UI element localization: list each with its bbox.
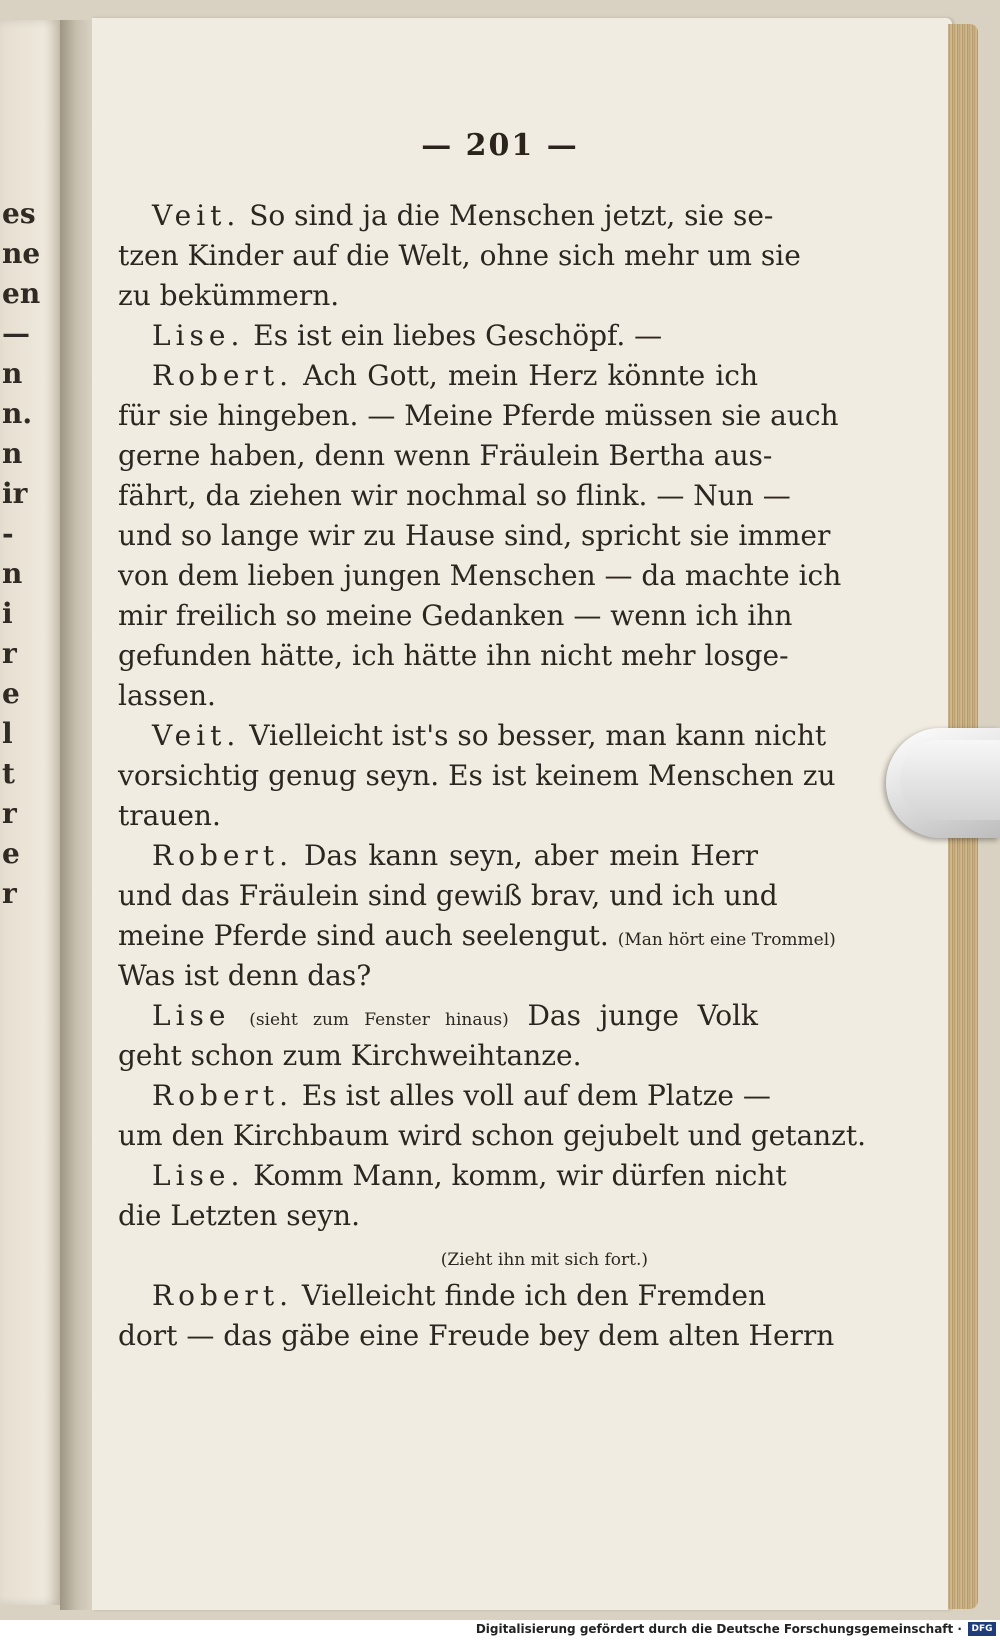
page-number: — 201 — bbox=[421, 128, 579, 163]
line-text: für sie hingeben. — Meine Pferde müssen sie auch bbox=[118, 399, 839, 432]
stage-direction: (Man hört eine Trommel) bbox=[617, 930, 836, 950]
speaker-name: Robert. bbox=[152, 1279, 293, 1312]
prev-page-fragment: l bbox=[2, 717, 13, 750]
line-text: Vielleicht ist's so besser, man kann nicht bbox=[249, 719, 827, 752]
text-line bbox=[118, 1036, 758, 1076]
prev-page-fragment: i bbox=[2, 597, 13, 630]
page-clip bbox=[886, 728, 1000, 838]
prev-page-fragment: — bbox=[2, 317, 30, 350]
speaker-name: Lise. bbox=[152, 1159, 245, 1192]
line-text: So sind ja die Menschen jetzt, sie se- bbox=[249, 199, 774, 232]
prev-page-fragment: - bbox=[2, 517, 14, 550]
text-line bbox=[118, 1316, 835, 1356]
line-text: Vielleicht finde ich den Fremden bbox=[301, 1279, 767, 1312]
text-line bbox=[118, 396, 839, 436]
text-line bbox=[118, 1116, 867, 1156]
prev-page-fragment: en bbox=[2, 277, 41, 310]
text-line bbox=[118, 636, 789, 676]
speaker-name: Veit. bbox=[152, 199, 241, 232]
line-text: gerne haben, denn wenn Fräulein Bertha aus- bbox=[118, 439, 773, 472]
line-text: trauen. bbox=[118, 799, 221, 832]
prev-page-fragment: t bbox=[2, 757, 15, 790]
text-line bbox=[118, 1236, 758, 1276]
line-text: Komm Mann, komm, wir dürfen nicht bbox=[253, 1159, 787, 1192]
text-line bbox=[118, 476, 791, 516]
text-line bbox=[118, 876, 778, 916]
book-gutter bbox=[60, 20, 96, 1610]
text-line bbox=[118, 1196, 758, 1236]
line-text: Was ist denn das? bbox=[118, 959, 372, 992]
speaker-name: Robert. bbox=[152, 839, 293, 872]
prev-page-fragment: n. bbox=[2, 397, 33, 430]
footer-credit: Digitalisierung gefördert durch die Deutsche Forschungsgemeinschaft · bbox=[475, 1622, 962, 1636]
line-text: gefunden hätte, ich hätte ihn nicht mehr losge- bbox=[118, 639, 789, 672]
line-text: Es ist ein liebes Geschöpf. — bbox=[253, 319, 663, 352]
text-line bbox=[118, 956, 758, 996]
stage-direction: (Zieht ihn mit sich fort.) bbox=[440, 1250, 648, 1270]
prev-page-fragment: n bbox=[2, 437, 23, 470]
text-line bbox=[118, 436, 773, 476]
line-text: und so lange wir zu Hause sind, spricht sie immer bbox=[118, 519, 831, 552]
prev-page-fragment: e bbox=[2, 677, 20, 710]
line-text: vorsichtig genug seyn. Es ist keinem Menschen zu bbox=[118, 759, 836, 792]
line-text: tzen Kinder auf die Welt, ohne sich mehr um sie bbox=[118, 239, 801, 272]
prev-page-fragment: ir bbox=[2, 477, 28, 510]
dfg-logo: DFG bbox=[968, 1622, 996, 1636]
prev-page-fragment: e bbox=[2, 837, 20, 870]
text-line bbox=[118, 556, 842, 596]
line-text: dort — das gäbe eine Freude bey dem alten Herrn bbox=[118, 1319, 835, 1352]
text-line bbox=[118, 756, 836, 796]
line-text: mir freilich so meine Gedanken — wenn ich ihn bbox=[118, 599, 793, 632]
text-line bbox=[118, 516, 831, 556]
stage-direction: (sieht zum Fenster hinaus) bbox=[249, 1010, 509, 1030]
prev-page-fragment: es bbox=[2, 197, 36, 230]
text-line bbox=[118, 716, 827, 756]
speaker-name: Lise bbox=[152, 999, 231, 1032]
line-text: Das kann seyn, aber mein Herr bbox=[303, 839, 759, 872]
text-line bbox=[118, 316, 758, 356]
text-line bbox=[118, 276, 758, 316]
text-line bbox=[118, 916, 836, 956]
line-text: von dem lieben jungen Menschen — da machte ich bbox=[118, 559, 842, 592]
line-text: die Letzten seyn. bbox=[118, 1199, 360, 1232]
text-line bbox=[118, 796, 758, 836]
line-text: Es ist alles voll auf dem Platze — bbox=[301, 1079, 771, 1112]
line-text: Das junge Volk bbox=[527, 999, 759, 1032]
text-line bbox=[118, 596, 793, 636]
speaker-name: Lise. bbox=[152, 319, 245, 352]
page-text bbox=[118, 196, 867, 1356]
prev-page-fragment: n bbox=[2, 557, 23, 590]
prev-page-fragment: r bbox=[2, 877, 17, 910]
text-line bbox=[118, 1076, 771, 1116]
previous-page-edge bbox=[0, 20, 62, 1605]
text-line bbox=[118, 1276, 767, 1316]
prev-page-fragment: r bbox=[2, 797, 17, 830]
text-line bbox=[118, 236, 801, 276]
speaker-name: Robert. bbox=[152, 359, 293, 392]
text-line bbox=[118, 1156, 787, 1196]
text-line bbox=[118, 836, 758, 876]
text-line bbox=[118, 676, 758, 716]
line-text: zu bekümmern. bbox=[118, 279, 340, 312]
prev-page-fragment: n bbox=[2, 357, 23, 390]
line-text: meine Pferde sind auch seelengut. bbox=[118, 919, 609, 952]
speaker-name: Robert. bbox=[152, 1079, 293, 1112]
prev-page-fragment: ne bbox=[2, 237, 41, 270]
line-text: um den Kirchbaum wird schon gejubelt und getanzt. bbox=[118, 1119, 867, 1152]
line-text: fährt, da ziehen wir nochmal so flink. — Nun — bbox=[118, 479, 791, 512]
prev-page-fragment: r bbox=[2, 637, 17, 670]
text-line bbox=[118, 196, 774, 236]
footer-bar bbox=[0, 1620, 1000, 1640]
line-text: geht schon zum Kirchweihtanze. bbox=[118, 1039, 582, 1072]
text-line bbox=[118, 996, 758, 1036]
speaker-name: Veit. bbox=[152, 719, 241, 752]
line-text: Ach Gott, mein Herz könnte ich bbox=[303, 359, 758, 392]
line-text: lassen. bbox=[118, 679, 216, 712]
line-text: und das Fräulein sind gewiß brav, und ich und bbox=[118, 879, 778, 912]
text-line bbox=[118, 356, 758, 396]
page-clip-highlight bbox=[900, 740, 1000, 820]
